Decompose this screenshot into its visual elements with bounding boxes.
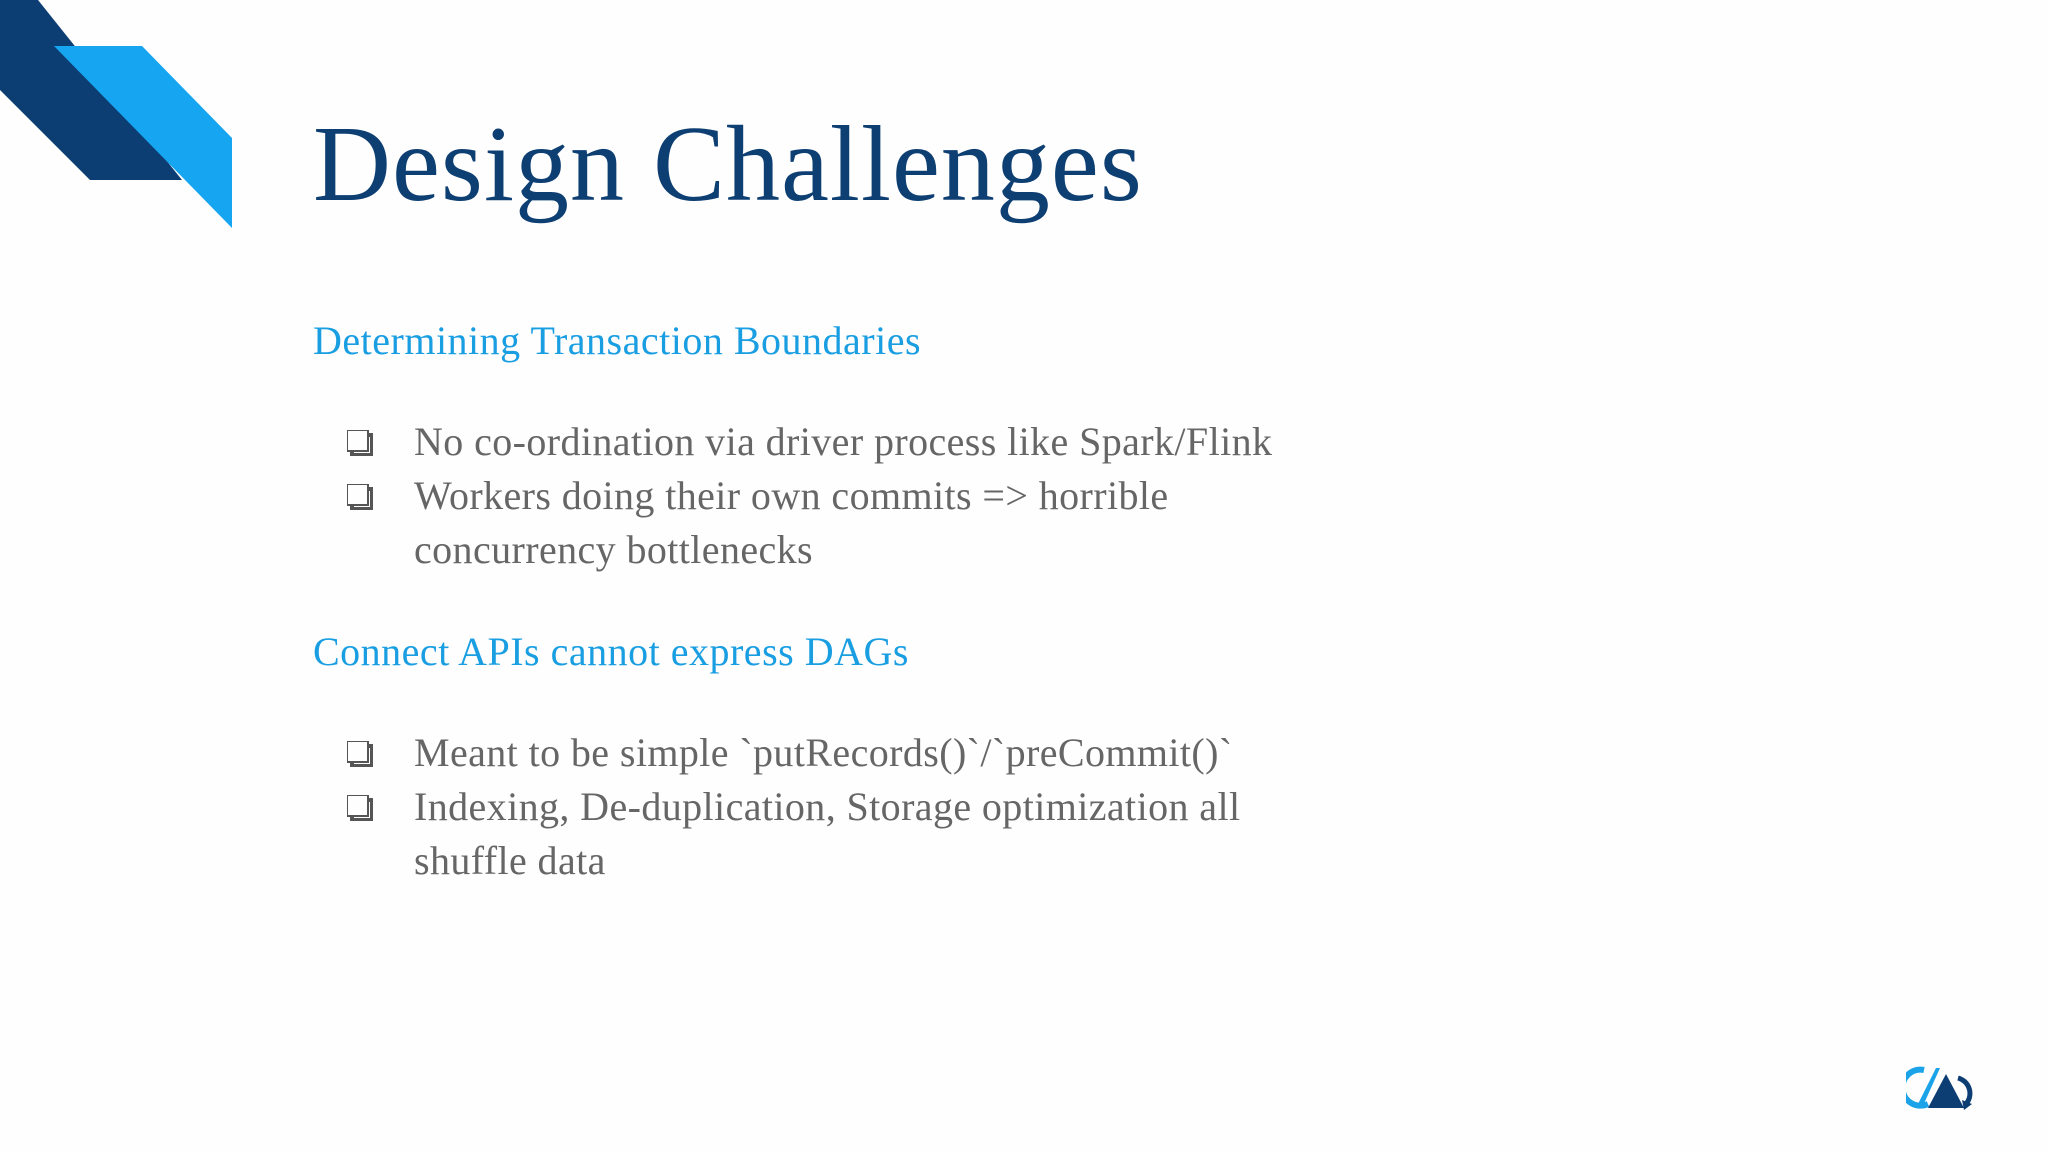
bullet-list	[313, 415, 1413, 577]
bullet-text: Indexing, De-duplication, Storage optimization all shuffle data	[414, 784, 1241, 883]
list-item	[313, 469, 1413, 577]
checkbox-square-icon	[347, 741, 373, 767]
bullet-list	[313, 726, 1413, 888]
section-connect-apis	[313, 624, 1413, 888]
checkbox-square-icon	[347, 795, 373, 821]
list-item	[313, 415, 1413, 469]
bullet-text: Workers doing their own commits => horrible concurrency bottlenecks	[414, 473, 1169, 572]
list-item	[313, 726, 1413, 780]
section-heading: Determining Transaction Boundaries	[313, 318, 922, 363]
list-item	[313, 780, 1413, 888]
checkbox-square-icon	[347, 484, 373, 510]
section-transaction-boundaries	[313, 313, 1413, 577]
section-heading: Connect APIs cannot express DAGs	[313, 629, 909, 674]
corner-stripes-decoration	[0, 0, 240, 240]
brand-logo-icon	[1906, 1064, 1978, 1112]
bullet-text: Meant to be simple `putRecords()`/`preCommit()`	[414, 730, 1233, 775]
slide-title: Design Challenges	[313, 105, 1143, 224]
checkbox-square-icon	[347, 430, 373, 456]
bullet-text: No co-ordination via driver process like Spark/Flink	[414, 419, 1273, 464]
